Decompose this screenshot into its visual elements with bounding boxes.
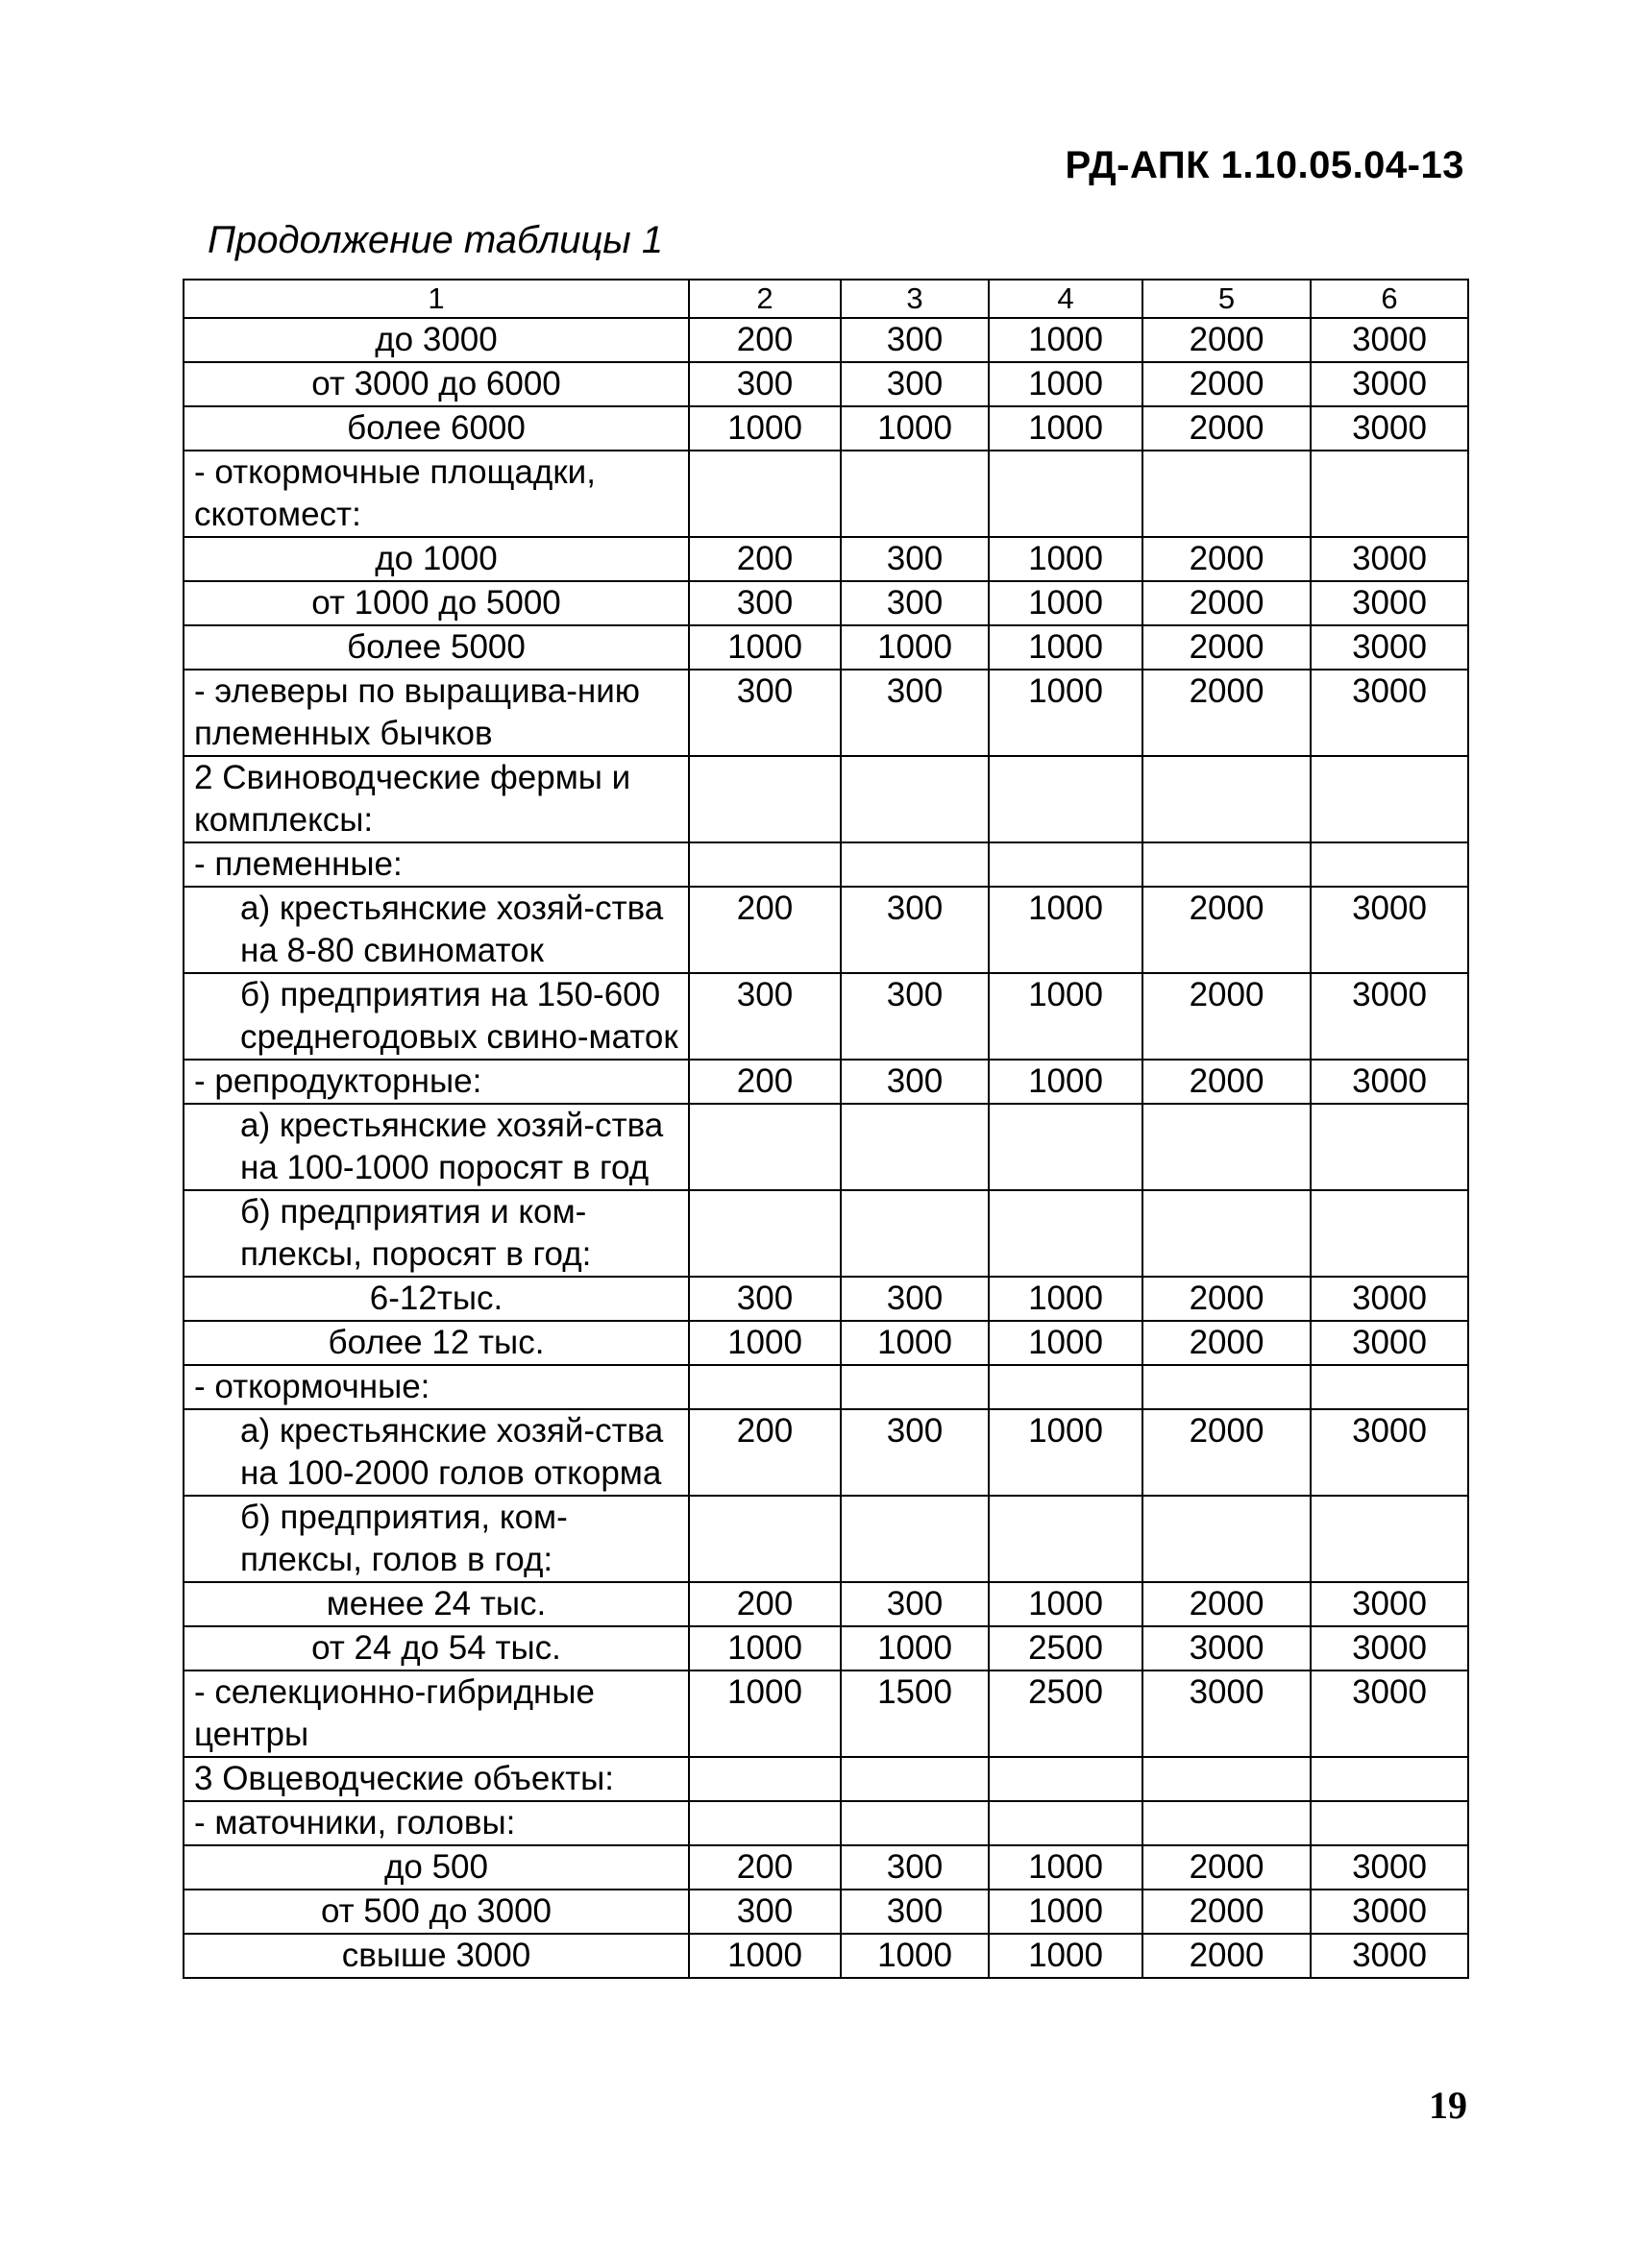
row-label: а) крестьянские хозяй-ства на 100-1000 поросят в год <box>184 1104 689 1190</box>
table-row <box>184 1890 1468 1934</box>
value-cell <box>989 1365 1142 1409</box>
value-cell <box>989 842 1142 887</box>
value-cell <box>689 1104 841 1190</box>
value-cell: 3000 <box>1311 1321 1468 1365</box>
row-label: а) крестьянские хозяй-ства на 8-80 свиноматок <box>184 887 689 973</box>
table-row <box>184 887 1468 973</box>
table-row <box>184 1757 1468 1801</box>
value-cell <box>989 1190 1142 1277</box>
value-cell: 300 <box>841 887 989 973</box>
value-cell: 200 <box>689 887 841 973</box>
value-cell <box>1142 451 1311 537</box>
value-cell: 1000 <box>989 318 1142 362</box>
table-row <box>184 1365 1468 1409</box>
table-row <box>184 1409 1468 1496</box>
value-cell: 3000 <box>1311 670 1468 756</box>
value-cell <box>689 756 841 842</box>
table-row <box>184 756 1468 842</box>
value-cell: 3000 <box>1311 625 1468 670</box>
value-cell <box>1311 1801 1468 1845</box>
column-header: 1 <box>184 280 689 318</box>
value-cell: 1500 <box>841 1671 989 1757</box>
value-cell: 3000 <box>1311 1845 1468 1890</box>
value-cell: 3000 <box>1311 1060 1468 1104</box>
value-cell <box>689 1365 841 1409</box>
value-cell: 1000 <box>989 537 1142 581</box>
value-cell <box>689 1757 841 1801</box>
value-cell: 1000 <box>989 1321 1142 1365</box>
value-cell <box>1311 1496 1468 1582</box>
row-label: - маточники, головы: <box>184 1801 689 1845</box>
value-cell: 200 <box>689 1845 841 1890</box>
value-cell: 3000 <box>1142 1626 1311 1671</box>
row-label: 3 Овцеводческие объекты: <box>184 1757 689 1801</box>
value-cell: 1000 <box>989 1934 1142 1978</box>
value-cell: 300 <box>841 581 989 625</box>
value-cell: 3000 <box>1311 362 1468 406</box>
table-row <box>184 1845 1468 1890</box>
document-code: РД-АПК 1.10.05.04-13 <box>1065 144 1464 186</box>
value-cell: 2000 <box>1142 362 1311 406</box>
row-label: до 500 <box>184 1845 689 1890</box>
value-cell: 2000 <box>1142 1277 1311 1321</box>
row-label: более 6000 <box>184 406 689 451</box>
value-cell <box>1142 1757 1311 1801</box>
value-cell <box>841 1757 989 1801</box>
value-cell <box>1311 756 1468 842</box>
value-cell: 2000 <box>1142 1060 1311 1104</box>
table-row <box>184 1104 1468 1190</box>
value-cell: 2000 <box>1142 1890 1311 1934</box>
value-cell: 2500 <box>989 1671 1142 1757</box>
value-cell: 2000 <box>1142 1321 1311 1365</box>
row-label: а) крестьянские хозяй-ства на 100-2000 голов откорма <box>184 1409 689 1496</box>
value-cell: 300 <box>841 1060 989 1104</box>
value-cell <box>841 756 989 842</box>
value-cell: 3000 <box>1311 973 1468 1060</box>
value-cell <box>989 451 1142 537</box>
value-cell: 2000 <box>1142 670 1311 756</box>
value-cell: 3000 <box>1311 1890 1468 1934</box>
value-cell: 2000 <box>1142 973 1311 1060</box>
row-label: до 1000 <box>184 537 689 581</box>
value-cell: 1000 <box>989 581 1142 625</box>
value-cell: 1000 <box>989 625 1142 670</box>
table-row <box>184 842 1468 887</box>
value-cell: 1000 <box>841 1321 989 1365</box>
value-cell <box>1311 1365 1468 1409</box>
value-cell <box>841 1365 989 1409</box>
table-row <box>184 581 1468 625</box>
value-cell: 300 <box>689 362 841 406</box>
value-cell: 300 <box>841 1277 989 1321</box>
value-cell <box>1142 1104 1311 1190</box>
value-cell: 200 <box>689 1060 841 1104</box>
value-cell: 1000 <box>989 670 1142 756</box>
value-cell: 300 <box>689 973 841 1060</box>
column-header: 4 <box>989 280 1142 318</box>
value-cell: 300 <box>841 973 989 1060</box>
value-cell: 3000 <box>1311 537 1468 581</box>
column-header: 6 <box>1311 280 1468 318</box>
value-cell <box>841 842 989 887</box>
value-cell: 200 <box>689 1409 841 1496</box>
value-cell: 1000 <box>689 625 841 670</box>
row-label: - элеверы по выращива-нию племенных бычков <box>184 670 689 756</box>
value-cell <box>841 1104 989 1190</box>
value-cell: 3000 <box>1311 1626 1468 1671</box>
value-cell: 1000 <box>989 406 1142 451</box>
row-label: 2 Свиноводческие фермы и комплексы: <box>184 756 689 842</box>
value-cell <box>1142 1365 1311 1409</box>
value-cell: 2000 <box>1142 1845 1311 1890</box>
row-label: от 1000 до 5000 <box>184 581 689 625</box>
value-cell: 2000 <box>1142 318 1311 362</box>
value-cell: 200 <box>689 318 841 362</box>
value-cell: 3000 <box>1311 406 1468 451</box>
table-row <box>184 406 1468 451</box>
value-cell <box>1311 842 1468 887</box>
row-label: от 24 до 54 тыс. <box>184 1626 689 1671</box>
value-cell <box>841 1801 989 1845</box>
table-row <box>184 1496 1468 1582</box>
value-cell: 2000 <box>1142 1934 1311 1978</box>
value-cell: 1000 <box>689 1321 841 1365</box>
table-row <box>184 1321 1468 1365</box>
value-cell: 300 <box>841 537 989 581</box>
value-cell: 1000 <box>989 1409 1142 1496</box>
value-cell: 3000 <box>1311 1582 1468 1626</box>
row-label: более 12 тыс. <box>184 1321 689 1365</box>
value-cell: 1000 <box>989 1845 1142 1890</box>
row-label: - племенные: <box>184 842 689 887</box>
value-cell: 300 <box>841 318 989 362</box>
page-number: 19 <box>1429 2084 1467 2127</box>
value-cell: 1000 <box>841 625 989 670</box>
value-cell: 1000 <box>841 1934 989 1978</box>
table-row <box>184 670 1468 756</box>
value-cell: 3000 <box>1142 1671 1311 1757</box>
table-body <box>184 280 1468 1978</box>
value-cell: 300 <box>689 581 841 625</box>
value-cell <box>989 1496 1142 1582</box>
value-cell <box>989 1801 1142 1845</box>
value-cell <box>689 1496 841 1582</box>
value-cell: 2000 <box>1142 625 1311 670</box>
value-cell: 3000 <box>1311 1277 1468 1321</box>
row-label: до 3000 <box>184 318 689 362</box>
table-row <box>184 1671 1468 1757</box>
row-label: менее 24 тыс. <box>184 1582 689 1626</box>
value-cell: 1000 <box>989 362 1142 406</box>
table-row <box>184 1190 1468 1277</box>
value-cell: 1000 <box>841 406 989 451</box>
row-label: б) предприятия на 150-600 среднегодовых свино-маток <box>184 973 689 1060</box>
value-cell: 1000 <box>689 1934 841 1978</box>
table-row <box>184 537 1468 581</box>
value-cell: 2000 <box>1142 581 1311 625</box>
value-cell: 2000 <box>1142 887 1311 973</box>
value-cell: 300 <box>841 1409 989 1496</box>
row-label: - репродукторные: <box>184 1060 689 1104</box>
value-cell: 3000 <box>1311 1934 1468 1978</box>
value-cell <box>689 1801 841 1845</box>
table-header-row <box>184 280 1468 318</box>
column-header: 3 <box>841 280 989 318</box>
value-cell: 1000 <box>689 406 841 451</box>
row-label: - селекционно-гибридные центры <box>184 1671 689 1757</box>
table-caption: Продолжение таблицы 1 <box>208 219 664 261</box>
value-cell: 300 <box>689 1890 841 1934</box>
value-cell: 1000 <box>689 1626 841 1671</box>
value-cell: 1000 <box>841 1626 989 1671</box>
value-cell: 300 <box>689 1277 841 1321</box>
value-cell <box>689 842 841 887</box>
table-row <box>184 1060 1468 1104</box>
row-label: б) предприятия и ком-плексы, поросят в год: <box>184 1190 689 1277</box>
value-cell: 2000 <box>1142 1409 1311 1496</box>
row-label: от 3000 до 6000 <box>184 362 689 406</box>
value-cell <box>841 1496 989 1582</box>
value-cell: 2000 <box>1142 1582 1311 1626</box>
value-cell: 1000 <box>989 887 1142 973</box>
value-cell: 2500 <box>989 1626 1142 1671</box>
value-cell: 2000 <box>1142 537 1311 581</box>
value-cell: 2000 <box>1142 406 1311 451</box>
table-row <box>184 1277 1468 1321</box>
value-cell <box>1142 756 1311 842</box>
value-cell: 1000 <box>989 1060 1142 1104</box>
table-row <box>184 1626 1468 1671</box>
table-row <box>184 625 1468 670</box>
row-label: - откормочные: <box>184 1365 689 1409</box>
value-cell: 300 <box>841 362 989 406</box>
table-row <box>184 318 1468 362</box>
value-cell: 1000 <box>989 1582 1142 1626</box>
value-cell <box>989 1104 1142 1190</box>
column-header: 2 <box>689 280 841 318</box>
row-label: более 5000 <box>184 625 689 670</box>
value-cell: 300 <box>841 1890 989 1934</box>
value-cell <box>689 451 841 537</box>
table-row <box>184 1934 1468 1978</box>
value-cell: 3000 <box>1311 1671 1468 1757</box>
value-cell: 1000 <box>989 1890 1142 1934</box>
table-row <box>184 1582 1468 1626</box>
value-cell: 200 <box>689 537 841 581</box>
value-cell: 3000 <box>1311 318 1468 362</box>
value-cell <box>989 756 1142 842</box>
table-row <box>184 451 1468 537</box>
value-cell <box>689 1190 841 1277</box>
value-cell: 300 <box>689 670 841 756</box>
value-cell <box>1142 1496 1311 1582</box>
value-cell: 200 <box>689 1582 841 1626</box>
value-cell <box>841 451 989 537</box>
table-row <box>184 1801 1468 1845</box>
column-header: 5 <box>1142 280 1311 318</box>
value-cell <box>1142 842 1311 887</box>
value-cell: 1000 <box>689 1671 841 1757</box>
row-label: - откормочные площадки, скотомест: <box>184 451 689 537</box>
value-cell <box>1142 1801 1311 1845</box>
value-cell: 300 <box>841 1582 989 1626</box>
value-cell: 1000 <box>989 973 1142 1060</box>
row-label: свыше 3000 <box>184 1934 689 1978</box>
row-label: 6-12тыс. <box>184 1277 689 1321</box>
table-row <box>184 362 1468 406</box>
value-cell <box>1311 1757 1468 1801</box>
value-cell: 3000 <box>1311 887 1468 973</box>
value-cell: 3000 <box>1311 581 1468 625</box>
value-cell <box>1311 1104 1468 1190</box>
value-cell <box>1142 1190 1311 1277</box>
value-cell: 300 <box>841 670 989 756</box>
row-label: от 500 до 3000 <box>184 1890 689 1934</box>
table-row <box>184 973 1468 1060</box>
value-cell <box>1311 451 1468 537</box>
value-cell <box>1311 1190 1468 1277</box>
value-cell: 3000 <box>1311 1409 1468 1496</box>
value-cell <box>841 1190 989 1277</box>
value-cell: 1000 <box>989 1277 1142 1321</box>
row-label: б) предприятия, ком-плексы, голов в год: <box>184 1496 689 1582</box>
value-cell: 300 <box>841 1845 989 1890</box>
data-table <box>183 279 1469 1979</box>
value-cell <box>989 1757 1142 1801</box>
